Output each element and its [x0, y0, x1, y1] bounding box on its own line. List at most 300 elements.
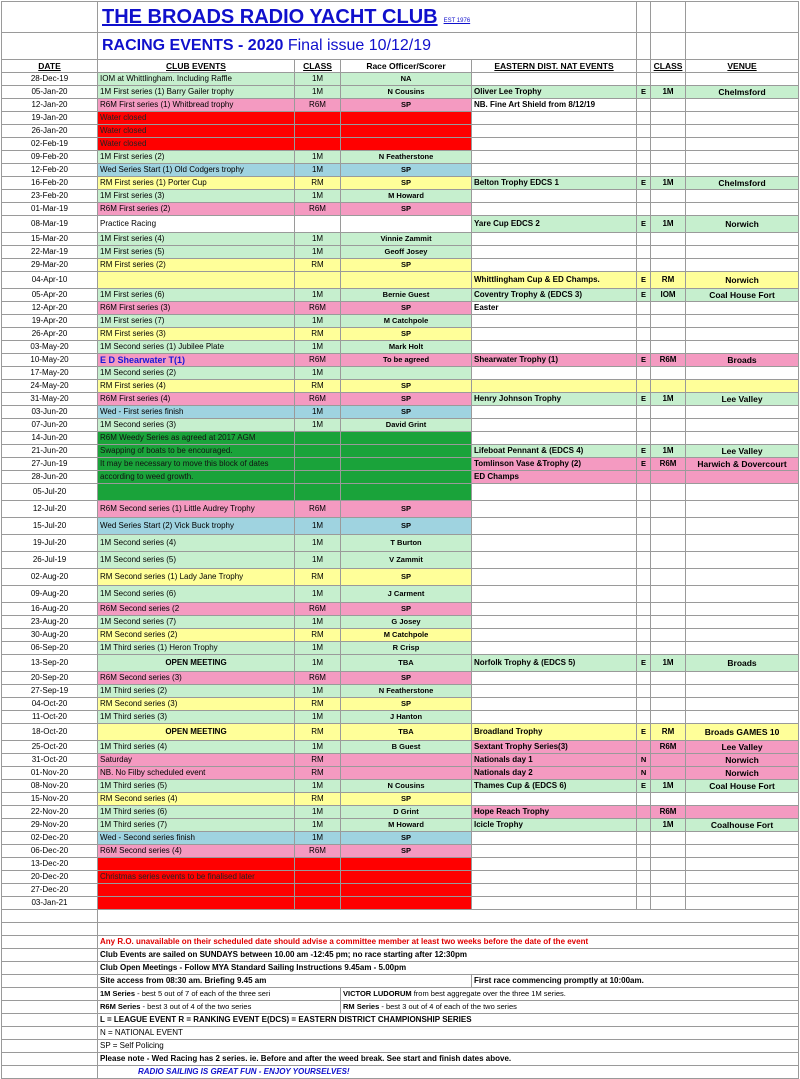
header-race-officer: Race Officer/Scorer: [341, 60, 472, 73]
event-type-flag: E: [637, 354, 651, 367]
race-officer: [341, 125, 472, 138]
club-event: 1M First series (6): [98, 289, 295, 302]
club-event: 1M First series (7): [98, 315, 295, 328]
race-officer: J Hanton: [341, 711, 472, 724]
event-date: 23-Feb-20: [2, 190, 98, 203]
eastern-event: Hope Reach Trophy: [472, 806, 637, 819]
venue: [686, 552, 799, 569]
club-event: Practice Racing: [98, 216, 295, 233]
club-event: 1M Third series (5): [98, 780, 295, 793]
venue: Harwich & Dovercourt: [686, 458, 799, 471]
club-event: 1M First series (4): [98, 233, 295, 246]
venue: Broads GAMES 10: [686, 724, 799, 741]
eastern-event: Nationals day 2: [472, 767, 637, 780]
race-officer: SP: [341, 832, 472, 845]
club-event: R6M Second series (4): [98, 845, 295, 858]
event-class: [295, 216, 341, 233]
eastern-class: [651, 858, 686, 871]
eastern-event: [472, 552, 637, 569]
event-row: [2, 328, 799, 341]
eastern-event: Coventry Trophy & (EDCS 3): [472, 289, 637, 302]
event-class: RM: [295, 754, 341, 767]
event-row: [2, 655, 799, 672]
eastern-class: [651, 672, 686, 685]
club-event: RM First series (4): [98, 380, 295, 393]
event-date: 22-Mar-19: [2, 246, 98, 259]
event-date: 03-Jan-21: [2, 897, 98, 910]
event-type-flag: [637, 698, 651, 711]
event-type-flag: [637, 832, 651, 845]
event-date: 11-Oct-20: [2, 711, 98, 724]
event-row: [2, 315, 799, 328]
eastern-event: [472, 501, 637, 518]
venue: [686, 806, 799, 819]
event-date: 15-Nov-20: [2, 793, 98, 806]
event-date: 14-Jun-20: [2, 432, 98, 445]
club-name: THE BROADS RADIO YACHT CLUB: [102, 6, 438, 28]
club-event: 1M First series (5): [98, 246, 295, 259]
eastern-class: [651, 754, 686, 767]
event-type-flag: E: [637, 216, 651, 233]
race-officer: [341, 897, 472, 910]
event-date: 13-Sep-20: [2, 655, 98, 672]
event-row: [2, 259, 799, 272]
event-date: 29-Mar-20: [2, 259, 98, 272]
event-row: [2, 819, 799, 832]
event-date: 01-Mar-19: [2, 203, 98, 216]
venue: [686, 832, 799, 845]
event-type-flag: [637, 432, 651, 445]
event-class: RM: [295, 767, 341, 780]
event-date: 31-Oct-20: [2, 754, 98, 767]
eastern-event: [472, 233, 637, 246]
event-date: 16-Aug-20: [2, 603, 98, 616]
eastern-event: [472, 586, 637, 603]
column-headers: [2, 60, 799, 73]
event-date: 12-Jan-20: [2, 99, 98, 112]
race-officer: [341, 884, 472, 897]
event-row: [2, 302, 799, 315]
eastern-event: [472, 642, 637, 655]
event-type-flag: E: [637, 724, 651, 741]
event-date: 19-Jul-20: [2, 535, 98, 552]
club-event: RM First series (3): [98, 328, 295, 341]
race-officer: Bernie Guest: [341, 289, 472, 302]
event-row: [2, 780, 799, 793]
eastern-class: [651, 586, 686, 603]
event-class: RM: [295, 698, 341, 711]
event-type-flag: [637, 203, 651, 216]
event-date: 05-Apr-20: [2, 289, 98, 302]
event-row: [2, 138, 799, 151]
series-1m-note: 1M Series - best 5 out of 7 of each of the three seri: [98, 988, 341, 1001]
event-type-flag: [637, 190, 651, 203]
venue: [686, 341, 799, 354]
eastern-event: [472, 884, 637, 897]
race-officer: M Howard: [341, 190, 472, 203]
venue: [686, 884, 799, 897]
eastern-event: [472, 164, 637, 177]
venue: Coal House Fort: [686, 780, 799, 793]
event-type-flag: E: [637, 177, 651, 190]
club-event: 1M Second series (2): [98, 367, 295, 380]
event-type-flag: [637, 73, 651, 86]
est-label: EST 1976: [443, 17, 471, 24]
venue: [686, 871, 799, 884]
eastern-event: [472, 698, 637, 711]
event-class: R6M: [295, 203, 341, 216]
club-event: R6M Second series (1) Little Audrey Trophy: [98, 501, 295, 518]
venue: Lee Valley: [686, 445, 799, 458]
eastern-event: [472, 535, 637, 552]
venue: Coalhouse Fort: [686, 819, 799, 832]
event-type-flag: N: [637, 754, 651, 767]
event-date: 15-Jul-20: [2, 518, 98, 535]
event-class: [295, 871, 341, 884]
eastern-event: ED Champs: [472, 471, 637, 484]
event-date: 03-May-20: [2, 341, 98, 354]
event-type-flag: [637, 603, 651, 616]
event-type-flag: [637, 315, 651, 328]
venue: [686, 419, 799, 432]
event-type-flag: E: [637, 445, 651, 458]
race-officer: N Featherstone: [341, 685, 472, 698]
venue: [686, 151, 799, 164]
event-row: [2, 432, 799, 445]
event-class: 1M: [295, 233, 341, 246]
race-officer: [341, 216, 472, 233]
club-event: 1M First series (3): [98, 190, 295, 203]
club-event: 1M Second series (1) Jubilee Plate: [98, 341, 295, 354]
eastern-event: [472, 484, 637, 501]
club-event: 1M Second series (3): [98, 419, 295, 432]
venue: Broads: [686, 354, 799, 367]
event-class: 1M: [295, 741, 341, 754]
event-type-flag: [637, 871, 651, 884]
event-class: 1M: [295, 711, 341, 724]
eastern-event: Norfolk Trophy & (EDCS 5): [472, 655, 637, 672]
club-event: [98, 884, 295, 897]
event-class: RM: [295, 177, 341, 190]
venue: [686, 685, 799, 698]
event-class: [295, 471, 341, 484]
eastern-event: [472, 112, 637, 125]
event-row: [2, 246, 799, 259]
event-row: [2, 73, 799, 86]
event-class: [295, 125, 341, 138]
event-class: 1M: [295, 341, 341, 354]
club-event: IOM at Whittlingham. Including Raffle: [98, 73, 295, 86]
club-event: Saturday: [98, 754, 295, 767]
club-event: OPEN MEETING: [98, 655, 295, 672]
venue: [686, 845, 799, 858]
eastern-event: [472, 328, 637, 341]
event-date: 09-Feb-20: [2, 151, 98, 164]
eastern-class: [651, 535, 686, 552]
eastern-class: [651, 125, 686, 138]
club-event: Wed Series Start (2) Vick Buck trophy: [98, 518, 295, 535]
event-row: [2, 871, 799, 884]
eastern-class: [651, 642, 686, 655]
eastern-event: Tomlinson Vase &Trophy (2): [472, 458, 637, 471]
race-officer: SP: [341, 845, 472, 858]
club-event: 1M Second series (7): [98, 616, 295, 629]
event-type-flag: [637, 501, 651, 518]
race-officer: [341, 471, 472, 484]
eastern-event: [472, 845, 637, 858]
event-row: [2, 845, 799, 858]
fun-note: RADIO SAILING IS GREAT FUN - ENJOY YOURSELVES!: [98, 1066, 799, 1079]
race-officer: M Catchpole: [341, 315, 472, 328]
race-officer: SP: [341, 393, 472, 406]
site-access-note: Site access from 08:30 am. Briefing 9.45 am: [98, 975, 472, 988]
event-row: [2, 672, 799, 685]
eastern-class: [651, 138, 686, 151]
event-date: 05-Jan-20: [2, 86, 98, 99]
club-event: 1M Third series (4): [98, 741, 295, 754]
eastern-class: [651, 501, 686, 518]
race-officer: [341, 871, 472, 884]
legend-national: N = NATIONAL EVENT: [98, 1027, 799, 1040]
race-officer: M Howard: [341, 819, 472, 832]
eastern-event: [472, 419, 637, 432]
race-officer: SP: [341, 698, 472, 711]
eastern-event: Icicle Trophy: [472, 819, 637, 832]
race-officer: SP: [341, 406, 472, 419]
sunday-note: Club Events are sailed on SUNDAYS between 10.00 am -12:45 pm; no race starting after 12:30pm: [98, 949, 799, 962]
event-class: [295, 432, 341, 445]
eastern-class: 1M: [651, 445, 686, 458]
event-date: 30-Aug-20: [2, 629, 98, 642]
event-row: [2, 754, 799, 767]
notes-block: [2, 910, 799, 1079]
race-officer: David Grint: [341, 419, 472, 432]
venue: [686, 484, 799, 501]
event-row: [2, 177, 799, 190]
race-officer: SP: [341, 603, 472, 616]
victor-note: VICTOR LUDORUM from best aggregate over the three 1M series.: [341, 988, 799, 1001]
eastern-class: RM: [651, 272, 686, 289]
event-date: 24-May-20: [2, 380, 98, 393]
venue: [686, 367, 799, 380]
event-class: 1M: [295, 246, 341, 259]
event-class: 1M: [295, 642, 341, 655]
club-event: R6M First series (3): [98, 302, 295, 315]
event-type-flag: [637, 302, 651, 315]
header-date: DATE: [2, 60, 98, 73]
club-event: [98, 858, 295, 871]
event-class: 1M: [295, 406, 341, 419]
event-class: [295, 458, 341, 471]
club-event: 1M Second series (4): [98, 535, 295, 552]
club-event: 1M Third series (1) Heron Trophy: [98, 642, 295, 655]
eastern-class: [651, 897, 686, 910]
club-event: Wed - First series finish: [98, 406, 295, 419]
venue: [686, 629, 799, 642]
event-date: 20-Dec-20: [2, 871, 98, 884]
race-officer: SP: [341, 501, 472, 518]
club-event: R6M First series (2): [98, 203, 295, 216]
event-row: [2, 380, 799, 393]
event-date: 26-Jul-19: [2, 552, 98, 569]
venue: [686, 501, 799, 518]
eastern-event: Belton Trophy EDCS 1: [472, 177, 637, 190]
eastern-class: [651, 151, 686, 164]
venue: Coal House Fort: [686, 289, 799, 302]
event-row: [2, 793, 799, 806]
event-class: 1M: [295, 73, 341, 86]
event-date: 10-May-20: [2, 354, 98, 367]
eastern-event: [472, 246, 637, 259]
eastern-class: [651, 518, 686, 535]
event-date: 01-Nov-20: [2, 767, 98, 780]
eastern-event: [472, 432, 637, 445]
eastern-class: R6M: [651, 741, 686, 754]
eastern-class: 1M: [651, 655, 686, 672]
eastern-class: [651, 871, 686, 884]
race-officer: SP: [341, 569, 472, 586]
issue-label: Final issue 10/12/19: [287, 37, 432, 54]
club-event: R6M Second series (2: [98, 603, 295, 616]
venue: [686, 112, 799, 125]
eastern-class: [651, 190, 686, 203]
event-row: [2, 603, 799, 616]
club-event: RM Second series (3): [98, 698, 295, 711]
event-date: 04-Oct-20: [2, 698, 98, 711]
eastern-class: [651, 569, 686, 586]
event-class: 1M: [295, 806, 341, 819]
event-type-flag: [637, 629, 651, 642]
event-class: RM: [295, 259, 341, 272]
venue: Lee Valley: [686, 741, 799, 754]
eastern-class: R6M: [651, 458, 686, 471]
venue: [686, 672, 799, 685]
event-class: 1M: [295, 535, 341, 552]
eastern-class: [651, 406, 686, 419]
venue: [686, 603, 799, 616]
event-date: 27-Jun-19: [2, 458, 98, 471]
event-class: 1M: [295, 367, 341, 380]
event-type-flag: [637, 897, 651, 910]
club-event: 1M Third series (3): [98, 711, 295, 724]
event-class: [295, 884, 341, 897]
club-event: [98, 897, 295, 910]
eastern-event: [472, 151, 637, 164]
event-type-flag: [637, 518, 651, 535]
event-class: 1M: [295, 86, 341, 99]
event-row: [2, 406, 799, 419]
event-type-flag: [637, 341, 651, 354]
event-class: 1M: [295, 151, 341, 164]
eastern-event: [472, 367, 637, 380]
event-row: [2, 216, 799, 233]
race-officer: SP: [341, 302, 472, 315]
eastern-event: [472, 685, 637, 698]
eastern-class: [651, 884, 686, 897]
venue: [686, 380, 799, 393]
race-officer: [341, 112, 472, 125]
race-officer: N Featherstone: [341, 151, 472, 164]
club-event: RM Second series (1) Lady Jane Trophy: [98, 569, 295, 586]
venue: [686, 328, 799, 341]
eastern-event: [472, 897, 637, 910]
club-event: Water closed: [98, 112, 295, 125]
event-date: 29-Nov-20: [2, 819, 98, 832]
eastern-class: [651, 767, 686, 780]
event-class: 1M: [295, 552, 341, 569]
ro-notice: Any R.O. unavailable on their scheduled date should advise a committee member at least two weeks before the date of the event: [98, 936, 799, 949]
event-row: [2, 629, 799, 642]
event-date: 12-Jul-20: [2, 501, 98, 518]
event-row: [2, 203, 799, 216]
race-officer: SP: [341, 518, 472, 535]
eastern-event: [472, 259, 637, 272]
event-date: 19-Jan-20: [2, 112, 98, 125]
event-row: [2, 233, 799, 246]
event-row: [2, 552, 799, 569]
eastern-event: [472, 793, 637, 806]
event-date: 28-Dec-19: [2, 73, 98, 86]
event-class: 1M: [295, 289, 341, 302]
event-type-flag: [637, 672, 651, 685]
event-row: [2, 741, 799, 754]
event-class: RM: [295, 793, 341, 806]
event-date: 05-Jul-20: [2, 484, 98, 501]
event-class: 1M: [295, 419, 341, 432]
eastern-event: [472, 832, 637, 845]
race-officer: [341, 858, 472, 871]
eastern-event: Thames Cup & (EDCS 6): [472, 780, 637, 793]
event-class: RM: [295, 380, 341, 393]
title-cell: [98, 2, 637, 33]
event-class: R6M: [295, 845, 341, 858]
race-officer: [341, 367, 472, 380]
venue: [686, 73, 799, 86]
event-row: [2, 586, 799, 603]
event-row: [2, 642, 799, 655]
event-class: R6M: [295, 99, 341, 112]
eastern-class: [651, 341, 686, 354]
eastern-class: [651, 112, 686, 125]
race-officer: [341, 458, 472, 471]
eastern-class: [651, 845, 686, 858]
race-officer: [341, 445, 472, 458]
event-class: R6M: [295, 302, 341, 315]
header-eastern: EASTERN DIST. NAT EVENTS: [472, 60, 637, 73]
eastern-event: [472, 871, 637, 884]
event-class: [295, 112, 341, 125]
venue: [686, 259, 799, 272]
event-type-flag: E: [637, 655, 651, 672]
eastern-event: [472, 341, 637, 354]
event-date: 28-Jun-20: [2, 471, 98, 484]
eastern-class: [651, 552, 686, 569]
venue: [686, 586, 799, 603]
venue: [686, 246, 799, 259]
event-class: RM: [295, 724, 341, 741]
club-event: RM First series (1) Porter Cup: [98, 177, 295, 190]
event-class: R6M: [295, 603, 341, 616]
venue: Norwich: [686, 767, 799, 780]
event-date: 08-Nov-20: [2, 780, 98, 793]
event-class: 1M: [295, 832, 341, 845]
event-type-flag: [637, 419, 651, 432]
event-date: 02-Aug-20: [2, 569, 98, 586]
venue: [686, 138, 799, 151]
event-row: [2, 99, 799, 112]
venue: [686, 233, 799, 246]
club-event: R6M Weedy Series as agreed at 2017 AGM: [98, 432, 295, 445]
